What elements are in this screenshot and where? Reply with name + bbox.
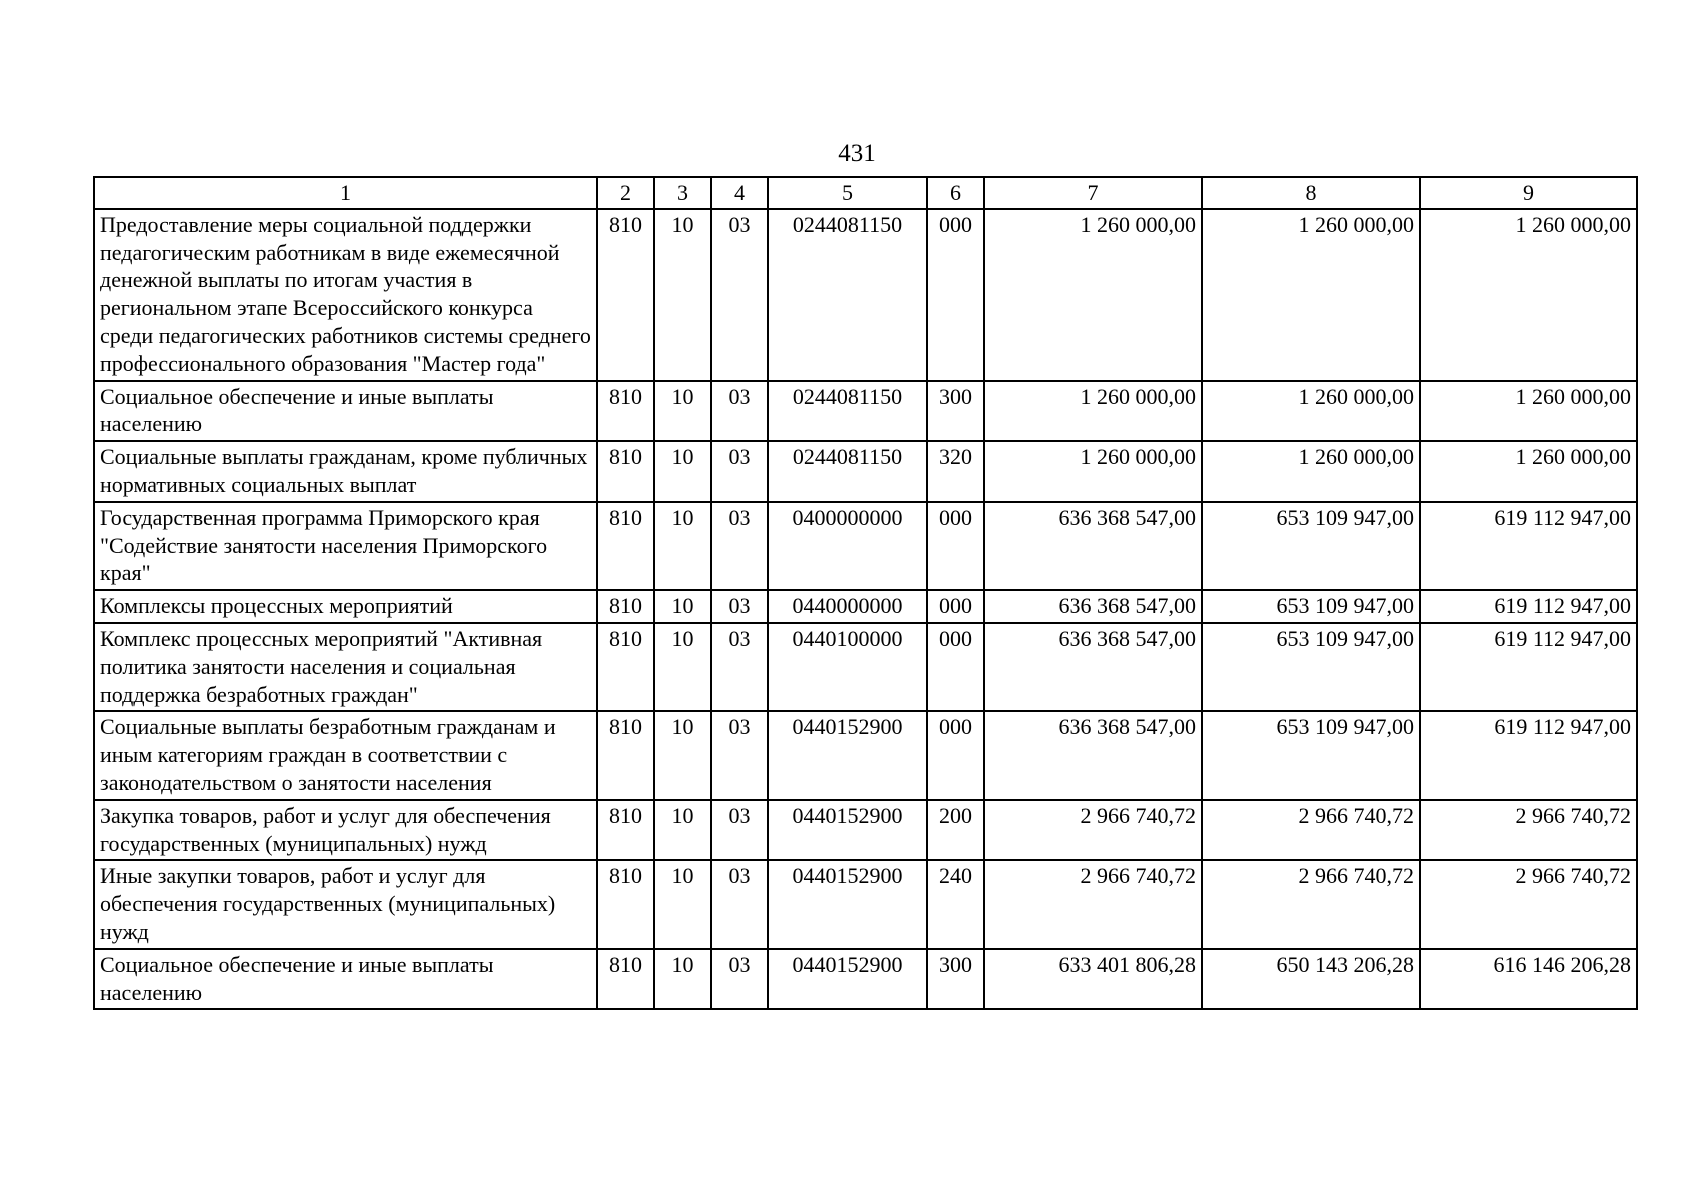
row-code-cell: 810 <box>597 381 654 442</box>
row-name-cell: Государственная программа Приморского края "Содействие занятости населения Приморского края" <box>94 502 597 590</box>
row-amount-cell: 636 368 547,00 <box>984 711 1202 799</box>
table-body <box>94 209 1637 1010</box>
row-amount-cell: 1 260 000,00 <box>984 381 1202 442</box>
column-header: 8 <box>1202 177 1420 209</box>
row-code-cell: 200 <box>927 800 984 861</box>
row-name-cell: Социальное обеспечение и иные выплаты населению <box>94 381 597 442</box>
row-amount-cell: 1 260 000,00 <box>984 209 1202 381</box>
row-code-cell: 000 <box>927 590 984 623</box>
row-amount-cell: 1 260 000,00 <box>1202 209 1420 381</box>
row-name-cell: Социальные выплаты безработным гражданам и иным категориям граждан в соответствии с законодательством о занятости населения <box>94 711 597 799</box>
row-amount-cell: 636 368 547,00 <box>984 623 1202 711</box>
table-row <box>94 949 1637 1010</box>
row-amount-cell: 2 966 740,72 <box>1202 860 1420 948</box>
row-code-cell: 10 <box>654 441 711 502</box>
row-code-cell: 000 <box>927 209 984 381</box>
row-name-cell: Комплекс процессных мероприятий "Активная политика занятости населения и социальная поддержка безработных граждан" <box>94 623 597 711</box>
row-amount-cell: 619 112 947,00 <box>1420 502 1637 590</box>
row-code-cell: 810 <box>597 441 654 502</box>
row-code-cell: 0400000000 <box>768 502 927 590</box>
column-header: 7 <box>984 177 1202 209</box>
row-amount-cell: 2 966 740,72 <box>984 800 1202 861</box>
row-amount-cell: 619 112 947,00 <box>1420 590 1637 623</box>
column-header: 1 <box>94 177 597 209</box>
row-amount-cell: 1 260 000,00 <box>1202 381 1420 442</box>
row-code-cell: 0440000000 <box>768 590 927 623</box>
row-amount-cell: 2 966 740,72 <box>1420 860 1637 948</box>
row-amount-cell: 633 401 806,28 <box>984 949 1202 1010</box>
row-amount-cell: 2 966 740,72 <box>1202 800 1420 861</box>
row-code-cell: 03 <box>711 381 768 442</box>
row-name-cell: Комплексы процессных мероприятий <box>94 590 597 623</box>
row-code-cell: 0440152900 <box>768 860 927 948</box>
row-name-cell: Социальное обеспечение и иные выплаты населению <box>94 949 597 1010</box>
row-amount-cell: 1 260 000,00 <box>1420 441 1637 502</box>
row-code-cell: 0440152900 <box>768 949 927 1010</box>
row-amount-cell: 2 966 740,72 <box>1420 800 1637 861</box>
row-code-cell: 03 <box>711 209 768 381</box>
table-row <box>94 590 1637 623</box>
row-code-cell: 0244081150 <box>768 381 927 442</box>
row-code-cell: 810 <box>597 209 654 381</box>
row-amount-cell: 653 109 947,00 <box>1202 623 1420 711</box>
table-row <box>94 711 1637 799</box>
row-code-cell: 03 <box>711 711 768 799</box>
row-amount-cell: 619 112 947,00 <box>1420 623 1637 711</box>
column-header: 5 <box>768 177 927 209</box>
row-amount-cell: 2 966 740,72 <box>984 860 1202 948</box>
row-code-cell: 03 <box>711 623 768 711</box>
row-code-cell: 0244081150 <box>768 209 927 381</box>
budget-table <box>93 176 1638 1010</box>
row-code-cell: 810 <box>597 800 654 861</box>
row-code-cell: 000 <box>927 711 984 799</box>
row-code-cell: 10 <box>654 502 711 590</box>
row-code-cell: 10 <box>654 800 711 861</box>
header-row <box>94 177 1637 209</box>
row-code-cell: 03 <box>711 502 768 590</box>
table-row <box>94 800 1637 861</box>
row-code-cell: 03 <box>711 590 768 623</box>
column-header: 6 <box>927 177 984 209</box>
row-code-cell: 810 <box>597 860 654 948</box>
row-code-cell: 240 <box>927 860 984 948</box>
row-code-cell: 300 <box>927 949 984 1010</box>
row-code-cell: 0440100000 <box>768 623 927 711</box>
row-code-cell: 10 <box>654 949 711 1010</box>
row-code-cell: 10 <box>654 209 711 381</box>
row-amount-cell: 1 260 000,00 <box>1420 381 1637 442</box>
row-amount-cell: 653 109 947,00 <box>1202 502 1420 590</box>
column-header: 4 <box>711 177 768 209</box>
row-code-cell: 10 <box>654 623 711 711</box>
table-row <box>94 623 1637 711</box>
row-code-cell: 0440152900 <box>768 711 927 799</box>
row-code-cell: 03 <box>711 949 768 1010</box>
row-amount-cell: 653 109 947,00 <box>1202 590 1420 623</box>
row-name-cell: Социальные выплаты гражданам, кроме публичных нормативных социальных выплат <box>94 441 597 502</box>
table-row <box>94 502 1637 590</box>
table-row <box>94 381 1637 442</box>
row-code-cell: 0244081150 <box>768 441 927 502</box>
row-name-cell: Иные закупки товаров, работ и услуг для обеспечения государственных (муниципальных) нужд <box>94 860 597 948</box>
row-amount-cell: 619 112 947,00 <box>1420 711 1637 799</box>
row-code-cell: 0440152900 <box>768 800 927 861</box>
row-code-cell: 03 <box>711 860 768 948</box>
row-amount-cell: 653 109 947,00 <box>1202 711 1420 799</box>
row-code-cell: 810 <box>597 502 654 590</box>
row-amount-cell: 1 260 000,00 <box>1202 441 1420 502</box>
row-amount-cell: 636 368 547,00 <box>984 590 1202 623</box>
row-code-cell: 320 <box>927 441 984 502</box>
row-code-cell: 810 <box>597 949 654 1010</box>
table-row <box>94 860 1637 948</box>
row-code-cell: 10 <box>654 711 711 799</box>
row-code-cell: 03 <box>711 441 768 502</box>
row-name-cell: Предоставление меры социальной поддержки педагогическим работникам в виде ежемесячной денежной выплаты по итогам участия в региональном этапе Всероссийского конкурса среди педагогических работников системы среднего профессионального образования "Мастер года" <box>94 209 597 381</box>
row-amount-cell: 1 260 000,00 <box>1420 209 1637 381</box>
row-code-cell: 10 <box>654 381 711 442</box>
table-row <box>94 441 1637 502</box>
row-code-cell: 03 <box>711 800 768 861</box>
column-header: 3 <box>654 177 711 209</box>
row-code-cell: 810 <box>597 623 654 711</box>
row-code-cell: 300 <box>927 381 984 442</box>
row-code-cell: 810 <box>597 711 654 799</box>
row-code-cell: 10 <box>654 860 711 948</box>
row-code-cell: 000 <box>927 502 984 590</box>
row-amount-cell: 616 146 206,28 <box>1420 949 1637 1010</box>
page-number: 431 <box>838 140 876 167</box>
column-header: 9 <box>1420 177 1637 209</box>
row-code-cell: 810 <box>597 590 654 623</box>
row-code-cell: 10 <box>654 590 711 623</box>
row-amount-cell: 636 368 547,00 <box>984 502 1202 590</box>
row-name-cell: Закупка товаров, работ и услуг для обеспечения государственных (муниципальных) нужд <box>94 800 597 861</box>
column-header: 2 <box>597 177 654 209</box>
row-amount-cell: 650 143 206,28 <box>1202 949 1420 1010</box>
table-row <box>94 209 1637 381</box>
row-amount-cell: 1 260 000,00 <box>984 441 1202 502</box>
row-code-cell: 000 <box>927 623 984 711</box>
